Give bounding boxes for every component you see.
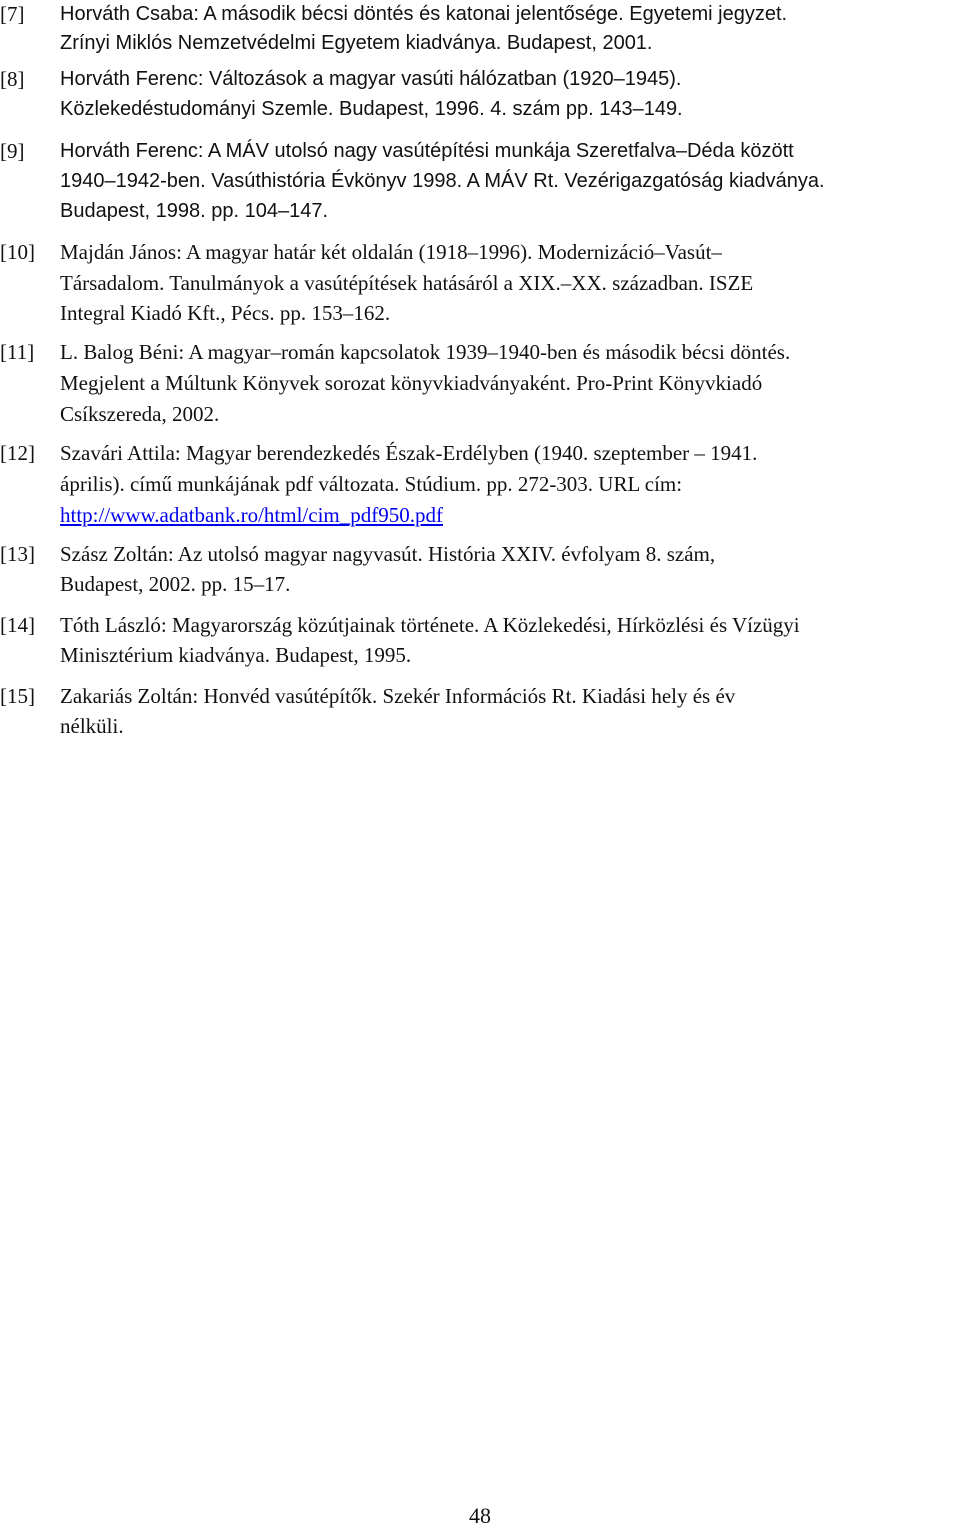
reference-text-line: Megjelent a Múltunk Könyvek sorozat könyvkiadványaként. Pro-Print Könyvkiadó xyxy=(60,371,763,395)
reference-text-line: Horváth Ferenc: Változások a magyar vasúti hálózatban (1920–1945). xyxy=(60,68,682,90)
reference-text-line: Tóth László: Magyarország közútjainak története. A Közlekedési, Hírközlési és Vízügyi xyxy=(60,613,800,637)
reference-number: [12] xyxy=(0,441,35,465)
reference-text-line: Szavári Attila: Magyar berendezkedés Észak-Erdélyben (1940. szeptember – 1941. xyxy=(60,441,758,465)
reference-text-line: Budapest, 2002. pp. 15–17. xyxy=(60,572,291,596)
reference-text-line: 1940–1942-ben. Vasúthistória Évkönyv 1998. A MÁV Rt. Vezérigazgatóság kiadványa. xyxy=(60,170,825,192)
reference-number: [7] xyxy=(0,2,25,26)
reference-text-line: április). című munkájának pdf változata. Stúdium. pp. 272-303. URL cím: xyxy=(60,472,683,496)
reference-text-line: L. Balog Béni: A magyar–román kapcsolatok 1939–1940-ben és második bécsi döntés. xyxy=(60,340,791,364)
reference-text-line: Zakariás Zoltán: Honvéd vasútépítők. Szekér Információs Rt. Kiadási hely és év xyxy=(60,684,736,708)
reference-text-line: Szász Zoltán: Az utolsó magyar nagyvasút. História XXIV. évfolyam 8. szám, xyxy=(60,542,716,566)
page-number: 48 xyxy=(469,1503,491,1528)
reference-number: [15] xyxy=(0,684,35,708)
reference-number: [8] xyxy=(0,67,25,91)
reference-text-line: Integral Kiadó Kft., Pécs. pp. 153–162. xyxy=(60,301,391,325)
reference-text-line: Zrínyi Miklós Nemzetvédelmi Egyetem kiadványa. Budapest, 2001. xyxy=(60,32,653,54)
reference-text-line: Majdán János: A magyar határ két oldalán (1918–1996). Modernizáció–Vasút– xyxy=(60,240,722,264)
reference-url-link[interactable]: http://www.adatbank.ro/html/cim_pdf950.pdf xyxy=(60,503,443,527)
reference-text-line: Társadalom. Tanulmányok a vasútépítések hatásáról a XIX.–XX. században. ISZE xyxy=(60,271,754,295)
reference-text-line: Horváth Ferenc: A MÁV utolsó nagy vasútépítési munkája Szeretfalva–Déda között xyxy=(60,140,794,162)
reference-number: [9] xyxy=(0,139,25,163)
reference-text-line: Horváth Csaba: A második bécsi döntés és katonai jelentősége. Egyetemi jegyzet. xyxy=(60,3,788,25)
reference-text-line: Közlekedéstudományi Szemle. Budapest, 1996. 4. szám pp. 143–149. xyxy=(60,98,683,120)
reference-text-line: Csíkszereda, 2002. xyxy=(60,402,220,426)
reference-number: [11] xyxy=(0,340,35,364)
reference-number: [14] xyxy=(0,613,35,637)
reference-number: [13] xyxy=(0,542,35,566)
reference-text-line: Budapest, 1998. pp. 104–147. xyxy=(60,200,329,222)
reference-text-line: nélküli. xyxy=(60,714,124,738)
reference-text-line: Minisztérium kiadványa. Budapest, 1995. xyxy=(60,643,412,667)
reference-number: [10] xyxy=(0,240,35,264)
